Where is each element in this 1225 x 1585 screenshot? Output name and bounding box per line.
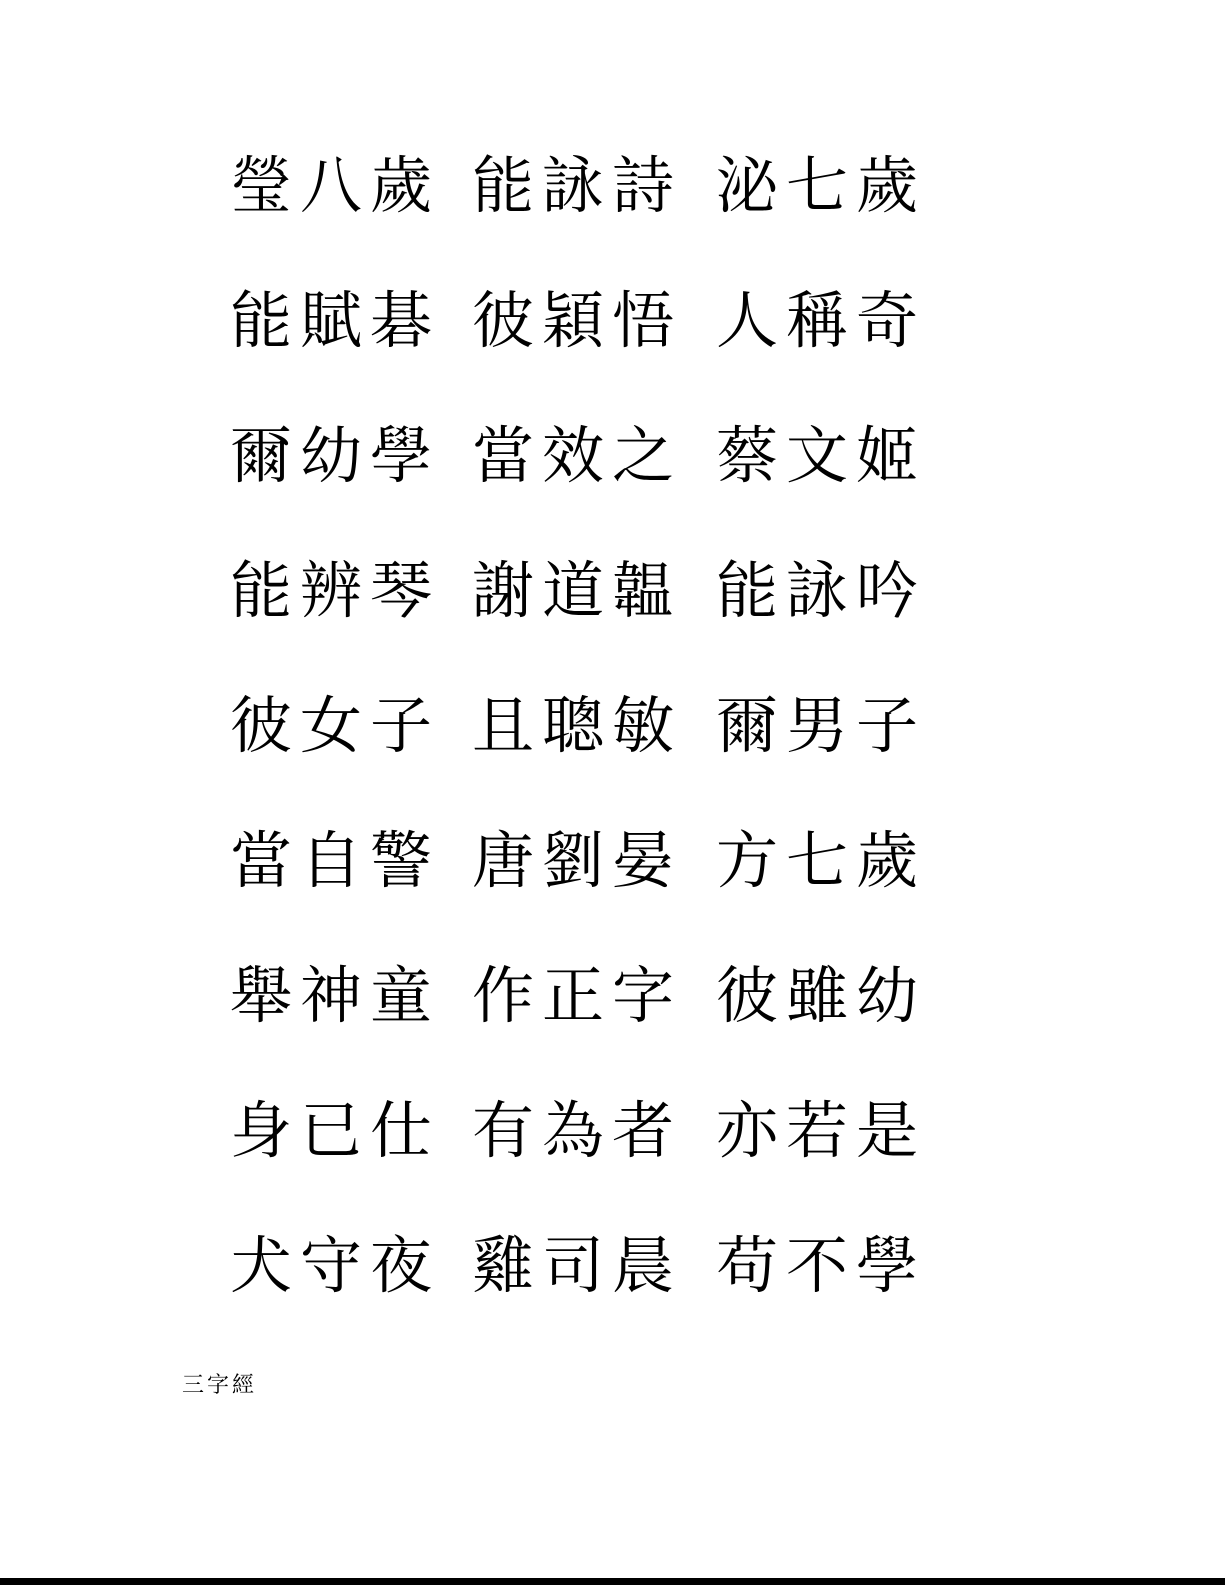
verse-phrase: 能辨琴 [230,553,441,627]
verse-phrase: 爾男子 [716,688,927,762]
verse-row [230,658,990,793]
verse-phrase: 作正字 [472,958,683,1032]
verse-row [230,388,990,523]
verse-row [230,118,990,253]
verse-phrase: 當自警 [230,823,441,897]
footer-title: 三字經 [182,1373,258,1398]
verse-phrase: 能詠詩 [472,148,683,222]
verse-phrase: 亦若是 [716,1093,927,1167]
bottom-edge-divider [0,1578,1225,1585]
verse-phrase: 雞司晨 [472,1228,683,1302]
verse-row [230,523,990,658]
verse-phrase: 有為者 [472,1093,683,1167]
verse-phrase: 蔡文姬 [716,418,927,492]
verse-phrase: 身已仕 [230,1093,441,1167]
verse-row [230,793,990,928]
verse-phrase: 人稱奇 [716,283,927,357]
verse-phrase: 瑩八歲 [230,148,441,222]
verse-row [230,1063,990,1198]
verse-phrase: 舉神童 [230,958,441,1032]
verse-phrase: 能詠吟 [716,553,927,627]
verse-phrase: 方七歲 [716,823,927,897]
verse-phrase: 唐劉晏 [472,823,683,897]
verse-phrase: 當效之 [472,418,683,492]
verse-phrase: 能賦碁 [230,283,441,357]
verse-phrase: 彼女子 [230,688,441,762]
verse-phrase: 且聰敏 [472,688,683,762]
verse-phrase: 苟不學 [716,1228,927,1302]
verse-row [230,1198,990,1333]
verse-phrase: 彼穎悟 [472,283,683,357]
verse-phrase: 彼雖幼 [716,958,927,1032]
verse-row [230,928,990,1063]
verse-phrase: 謝道韞 [472,553,683,627]
verse-phrase: 爾幼學 [230,418,441,492]
verse-phrase: 犬守夜 [230,1228,441,1302]
verse-row [230,253,990,388]
verse-phrase: 泌七歲 [716,148,927,222]
verse-block [230,118,990,1333]
